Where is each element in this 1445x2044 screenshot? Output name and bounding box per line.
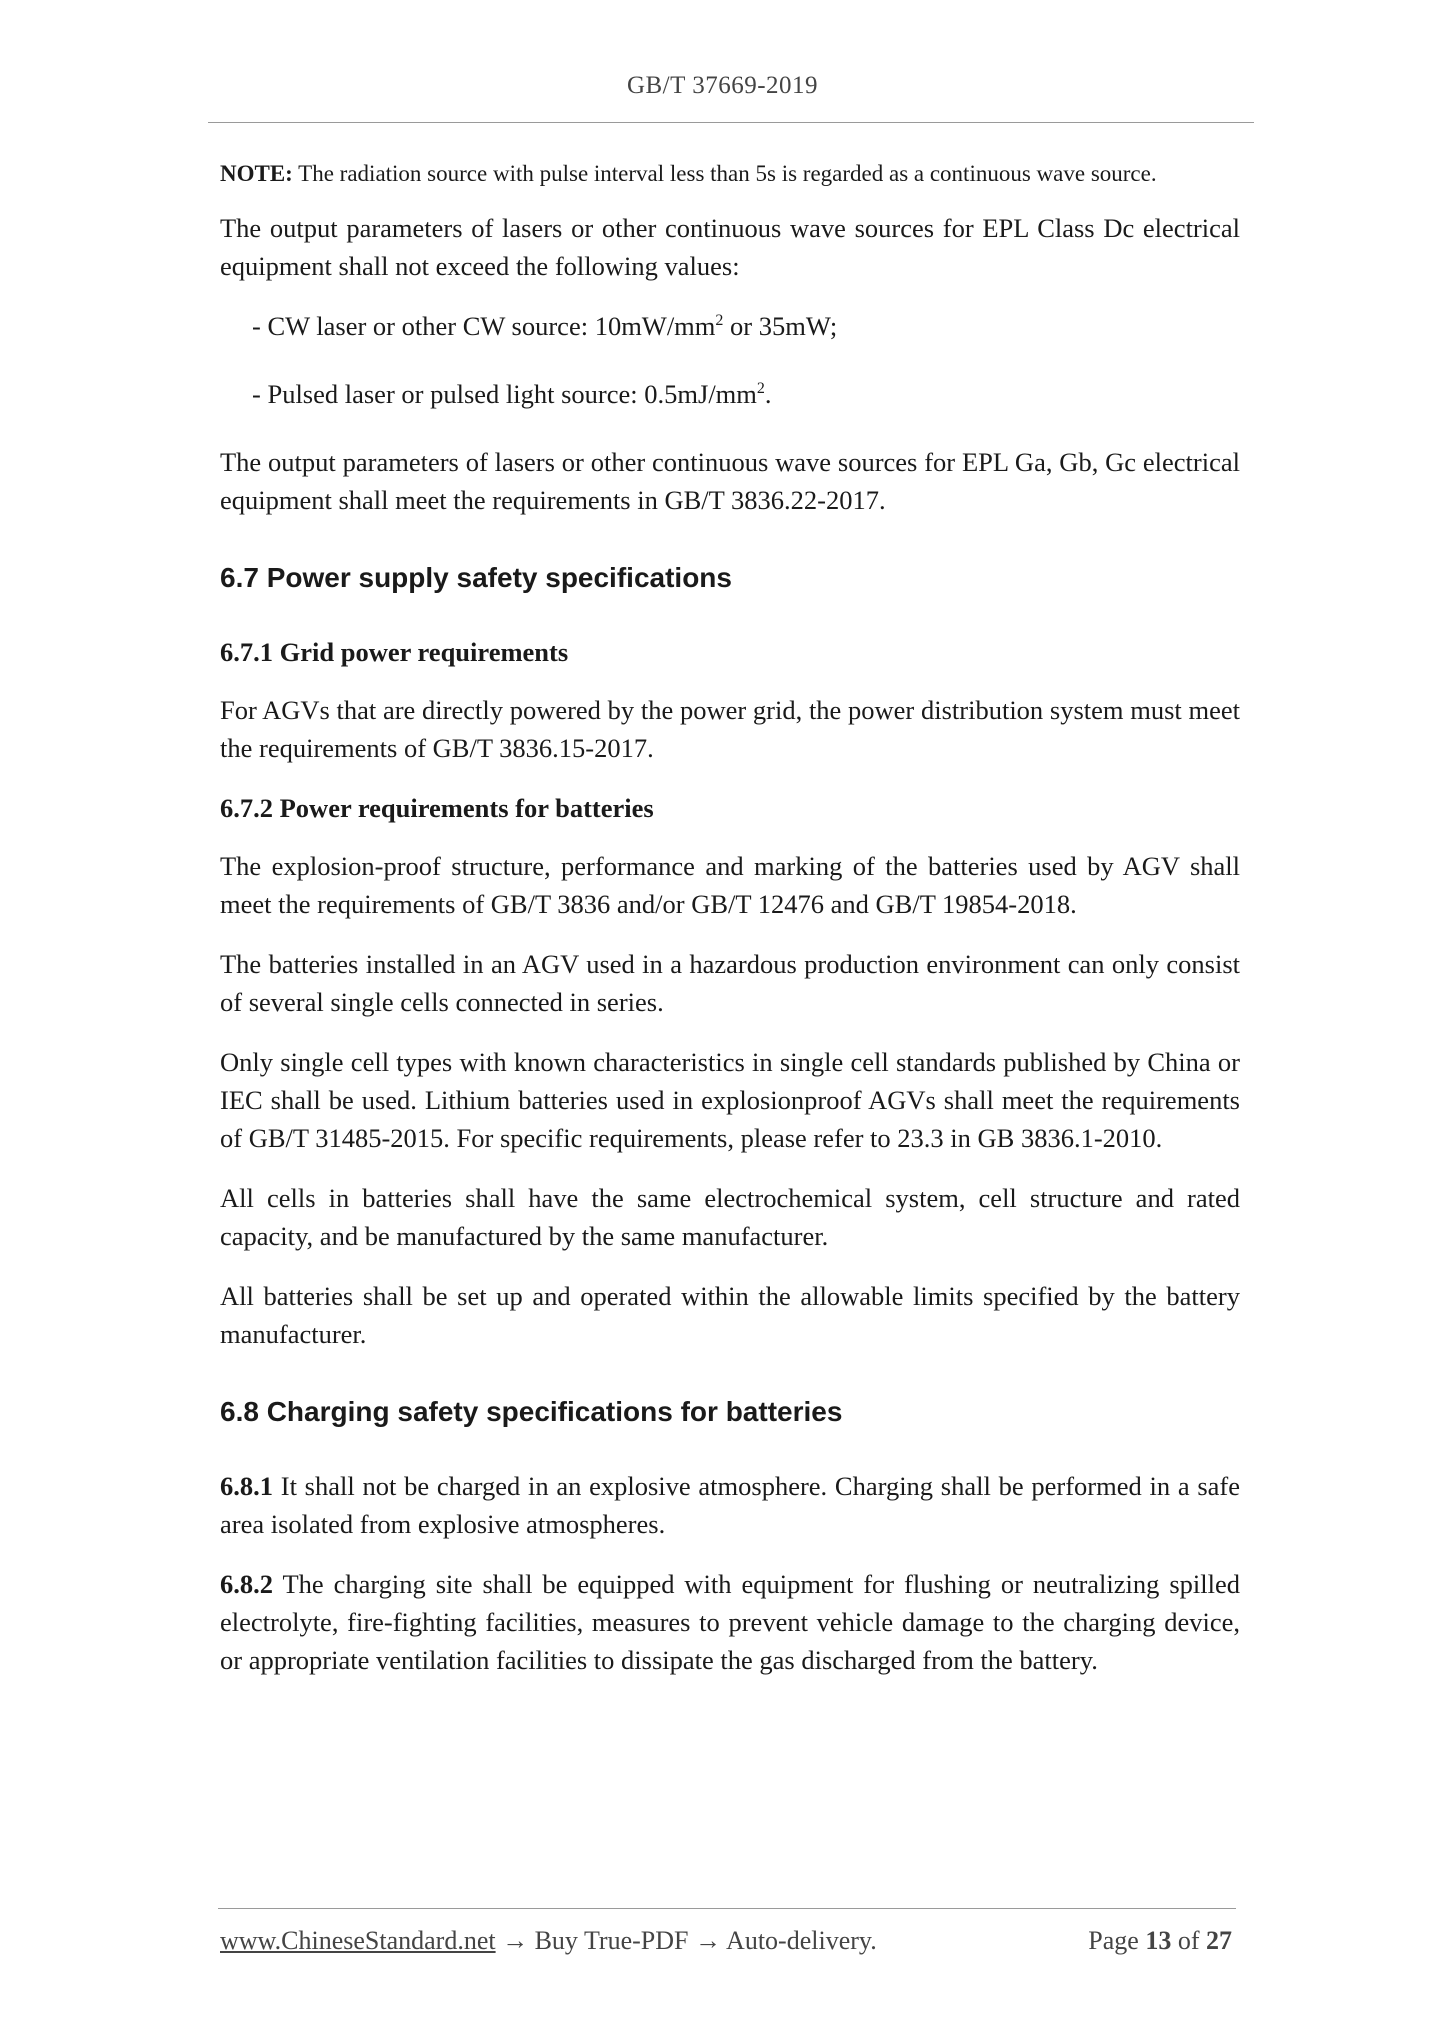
paragraph-battery-structure: The explosion-proof structure, performance and marking of the batteries used by AGV shall meet the requirements of GB/T 3836 and/or GB/T 12476 and GB/T 19854-2018. bbox=[220, 851, 1240, 919]
section-heading-6-7: 6.7 Power supply safety specifications bbox=[220, 562, 732, 593]
clause-text: The charging site shall be equipped with equipment for flushing or neutralizing spilled electrolyte, fire-fighting facilities, measures to prevent vehicle damage to the charging device, or appropriate ventilation facilities to dissipate the gas discharged from the battery. bbox=[220, 1569, 1240, 1675]
paragraph-epl-ga: The output parameters of lasers or other continuous wave sources for EPL Ga, Gb, Gc electrical equipment shall meet the requirements in GB/T 3836.22-2017. bbox=[220, 447, 1240, 515]
clause-6-8-1 bbox=[220, 1467, 1240, 1543]
clause-text: It shall not be charged in an explosive atmosphere. Charging shall be performed in a safe area isolated from explosive atmospheres. bbox=[220, 1471, 1240, 1539]
list-item-cw: - CW laser or other CW source: $10mW/mm^2$ or 35mW; bbox=[252, 311, 838, 341]
subsection-heading-6-7-2: 6.7.2 Power requirements for batteries bbox=[220, 793, 654, 823]
running-header: GB/T 37669-2019 bbox=[626, 72, 819, 99]
clause-number: 6.8.1 bbox=[220, 1471, 273, 1501]
total-pages: 27 bbox=[1206, 1926, 1232, 1955]
note-label: NOTE: bbox=[220, 161, 293, 186]
paragraph-cell-types: Only single cell types with known characteristics in single cell standards published by China or IEC shall be used. Lithium batteries used in explosionproof AGVs shall meet the requirements of GB/T 31485-2015. For specific requirements, please refer to 23.3 in GB 3836.1-2010. bbox=[220, 1047, 1240, 1153]
paragraph-epl-dc: The output parameters of lasers or other continuous wave sources for EPL Class Dc electrical equipment shall not exceed the following values: bbox=[220, 213, 1240, 281]
note bbox=[220, 159, 1240, 189]
footer-promo bbox=[220, 1926, 877, 1956]
paragraph-battery-series: The batteries installed in an AGV used in a hazardous production environment can only consist of several single cells connected in series. bbox=[220, 949, 1240, 1017]
paragraph-grid-power: For AGVs that are directly powered by the power grid, the power distribution system must meet the requirements of GB/T 3836.15-2017. bbox=[220, 695, 1240, 763]
section-heading-6-8: 6.8 Charging safety specifications for batteries bbox=[220, 1396, 843, 1427]
header-divider bbox=[208, 122, 1254, 123]
paragraph-same-cells: All cells in batteries shall have the same electrochemical system, cell structure and rated capacity, and be manufactured by the same manufacturer. bbox=[220, 1183, 1240, 1251]
clause-number: 6.8.2 bbox=[220, 1569, 273, 1599]
paragraph-allowable-limits: All batteries shall be set up and operated within the allowable limits specified by the battery manufacturer. bbox=[220, 1281, 1240, 1349]
footer-promo-text: → Buy True-PDF → Auto-delivery. bbox=[495, 1926, 877, 1955]
footer-divider bbox=[218, 1908, 1236, 1909]
superscript: 2 bbox=[756, 380, 765, 398]
list-item-pulsed: - Pulsed laser or pulsed light source: $0.5mJ/mm^2$. bbox=[252, 379, 772, 409]
subsection-heading-6-7-1: 6.7.1 Grid power requirements bbox=[220, 637, 569, 667]
page-content bbox=[220, 159, 1240, 1701]
current-page: 13 bbox=[1145, 1926, 1172, 1955]
clause-6-8-2 bbox=[220, 1565, 1240, 1679]
page-number: Page 13 of 27 bbox=[1088, 1926, 1232, 1955]
superscript: 2 bbox=[715, 312, 724, 330]
note-text: The radiation source with pulse interval less than 5s is regarded as a continuous wave source. bbox=[292, 161, 1157, 186]
website-link[interactable]: www.ChineseStandard.net bbox=[220, 1926, 496, 1955]
